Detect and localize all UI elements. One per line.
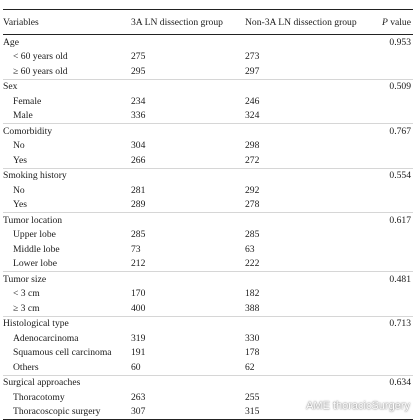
table-row: [3, 228, 413, 243]
cell-non3a-count: 255: [245, 391, 260, 403]
cell-p-value: [373, 198, 413, 213]
table-row: [3, 198, 413, 213]
table-row: [3, 64, 413, 79]
cell-variable: No: [13, 184, 25, 196]
cell-non3a-count: [245, 168, 373, 183]
cell-p-value: 0.713: [373, 316, 413, 331]
cell-3a-count: [131, 213, 245, 228]
cell-3a-count: 73: [131, 243, 141, 255]
cell-variable: No: [13, 140, 25, 152]
cell-p-value: [373, 360, 413, 375]
wechat-icon: [285, 399, 303, 413]
cell-p-value: 0.767: [373, 124, 413, 139]
cell-variable: Yes: [13, 199, 27, 211]
table-group-row: [3, 79, 413, 94]
data-table-container: [3, 9, 413, 420]
cell-variable: Middle lobe: [13, 243, 60, 255]
cell-variable: Yes: [13, 154, 27, 166]
cell-p-value: [373, 139, 413, 154]
cell-3a-count: 212: [131, 258, 146, 270]
header-variables: Variables: [3, 10, 131, 35]
cell-non3a-count: [245, 316, 373, 331]
cell-variable: ≥ 60 years old: [13, 65, 68, 77]
cell-p-value: [373, 346, 413, 361]
table-row: [3, 360, 413, 375]
cell-3a-count: 400: [131, 302, 146, 314]
cell-3a-count: 234: [131, 95, 146, 107]
cell-variable: Male: [13, 110, 33, 122]
cell-variable: Upper lobe: [13, 229, 56, 241]
cell-p-value: [373, 153, 413, 168]
watermark-text: AME thoracicSurgery: [306, 400, 410, 412]
cell-non3a-count: 324: [245, 110, 260, 122]
cell-non3a-count: 182: [245, 288, 260, 300]
cell-variable: Female: [13, 95, 42, 107]
cell-p-value: 0.509: [373, 79, 413, 94]
cell-variable: < 3 cm: [13, 288, 40, 300]
cell-p-value: [373, 287, 413, 302]
table-group-row: [3, 213, 413, 228]
cell-3a-count: 266: [131, 154, 146, 166]
cell-non3a-count: [245, 79, 373, 94]
cell-p-value: [373, 183, 413, 198]
cell-variable: Others: [13, 361, 39, 373]
table-row: [3, 346, 413, 361]
cell-3a-count: [131, 168, 245, 183]
table-row: [3, 242, 413, 257]
cell-3a-count: 307: [131, 405, 245, 420]
cell-variable: Surgical approaches: [3, 375, 131, 390]
header-p-letter: P: [381, 16, 388, 28]
table-row: [3, 109, 413, 124]
cell-p-value: [373, 242, 413, 257]
cell-p-value: 0.554: [373, 168, 413, 183]
cell-non3a-count: 246: [245, 95, 260, 107]
cell-non3a-count: 278: [245, 199, 260, 211]
cell-non3a-count: [245, 35, 373, 50]
cell-variable: Histological type: [3, 316, 131, 331]
cell-variable: Tumor location: [3, 213, 131, 228]
cell-non3a-count: 222: [245, 258, 260, 270]
cell-3a-count: 304: [131, 140, 146, 152]
cell-3a-count: 336: [131, 110, 146, 122]
cell-3a-count: 295: [131, 65, 146, 77]
cell-variable: Adenocarcinoma: [13, 332, 79, 344]
cell-3a-count: 170: [131, 288, 146, 300]
cell-non3a-count: 178: [245, 347, 260, 359]
cell-variable: Squamous cell carcinoma: [13, 347, 112, 359]
cell-variable: Smoking history: [3, 168, 131, 183]
cell-p-value: [373, 228, 413, 243]
cell-3a-count: 275: [131, 51, 146, 63]
cell-non3a-count: 63: [245, 243, 255, 255]
cell-non3a-count: 272: [245, 154, 260, 166]
cell-p-value: 0.617: [373, 213, 413, 228]
cell-3a-count: 60: [131, 361, 141, 373]
cell-variable: Age: [3, 36, 19, 48]
cell-variable: ≥ 3 cm: [13, 302, 40, 314]
table-group-row: [3, 375, 413, 390]
cell-non3a-count: [245, 272, 373, 287]
cell-non3a-count: 315: [245, 405, 373, 420]
cell-3a-count: 285: [131, 229, 146, 241]
cell-3a-count: [131, 375, 245, 390]
cell-p-value: [373, 94, 413, 109]
cell-3a-count: [131, 79, 245, 94]
cell-3a-count: [131, 124, 245, 139]
table-group-row: [3, 272, 413, 287]
baseline-characteristics-table: [3, 9, 413, 420]
cell-variable: Lower lobe: [13, 258, 57, 270]
cell-variable: Sex: [3, 79, 131, 94]
cell-3a-count: 191: [131, 347, 146, 359]
cell-non3a-count: [245, 213, 373, 228]
cell-variable: < 60 years old: [13, 51, 68, 63]
header-non3a-group: Non-3A LN dissection group: [245, 10, 373, 35]
header-p-value: [373, 10, 413, 35]
cell-non3a-count: 62: [245, 361, 255, 373]
cell-p-value: [373, 257, 413, 272]
table-row: [3, 331, 413, 346]
cell-p-value: 0.481: [373, 272, 413, 287]
table-group-row: [3, 168, 413, 183]
table-group-row: [3, 316, 413, 331]
cell-3a-count: [131, 272, 245, 287]
table-row: [3, 94, 413, 109]
watermark: [285, 399, 410, 413]
cell-3a-count: [131, 316, 245, 331]
table-row: [3, 50, 413, 65]
cell-p-value: [373, 50, 413, 65]
table-group-row: [3, 124, 413, 139]
table-header-row: [3, 10, 413, 35]
cell-non3a-count: [245, 124, 373, 139]
cell-p-value: [373, 331, 413, 346]
cell-3a-count: 281: [131, 184, 146, 196]
cell-3a-count: [131, 35, 245, 50]
cell-variable: Tumor size: [3, 272, 131, 287]
table-row: [3, 183, 413, 198]
header-p-rest: value: [387, 16, 411, 28]
cell-non3a-count: 388: [245, 302, 260, 314]
cell-non3a-count: 285: [245, 229, 260, 241]
cell-non3a-count: 330: [245, 332, 260, 344]
cell-non3a-count: 297: [245, 65, 260, 77]
cell-p-value: [373, 109, 413, 124]
cell-variable: Comorbidity: [3, 124, 131, 139]
cell-non3a-count: 292: [245, 184, 260, 196]
cell-non3a-count: [245, 375, 373, 390]
cell-p-value: [373, 301, 413, 316]
table-row: [3, 139, 413, 154]
cell-3a-count: 263: [131, 391, 146, 403]
cell-p-value: [373, 64, 413, 79]
table-row: [3, 301, 413, 316]
cell-3a-count: 319: [131, 332, 146, 344]
cell-p-value: 0.953: [389, 36, 411, 48]
cell-3a-count: 289: [131, 199, 146, 211]
cell-non3a-count: 298: [245, 140, 260, 152]
table-row: [3, 153, 413, 168]
table-group-row: [3, 35, 413, 50]
cell-non3a-count: 273: [245, 51, 260, 63]
cell-variable: Thoracotomy: [13, 391, 65, 403]
header-3a-group: 3A LN dissection group: [131, 10, 245, 35]
table-body: [3, 35, 413, 420]
table-row: [3, 257, 413, 272]
cell-variable: Thoracoscopic surgery: [3, 405, 131, 420]
table-row: [3, 287, 413, 302]
cell-p-value: 0.634: [373, 375, 413, 390]
